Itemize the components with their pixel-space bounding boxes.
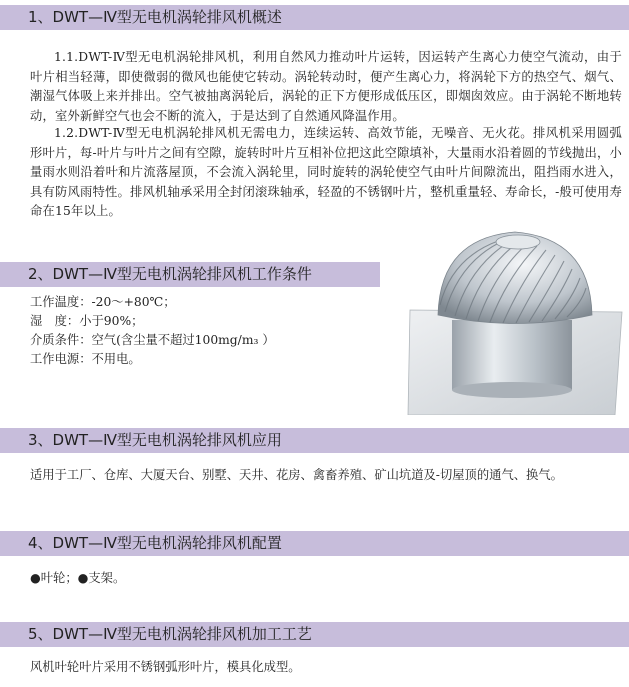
condition-label: 工作温度： [30,295,92,309]
condition-power [30,350,141,369]
process-text: 风机叶轮叶片采用不锈钢弧形叶片，模具化成型。 [30,660,301,674]
condition-label: 湿 度： [30,314,80,328]
turbine-ventilator-photo [400,220,625,415]
condition-value: 不用电。 [91,352,141,366]
section-title-overview: 1、DWT—Ⅳ型无电机涡轮排风机概述 [0,5,629,30]
section-title-application: 3、DWT—Ⅳ型无电机涡轮排风机应用 [0,428,629,453]
condition-value: 空气(含尘量不超过100mg/m₃ ） [91,333,275,347]
condition-value: 小于90%； [79,314,144,328]
application-text: 适用于工厂、仓库、大厦天台、别墅、天井、花房、禽畜养殖、矿山坑道及-切屋顶的通气、换气。 [30,468,563,482]
overview-paragraph-1: 1.1.DWT-Ⅳ型无电机涡轮排风机，利用自然风力推动叶片运转，因运转产生离心力使空气流动，由于叶片相当轻薄，即使微弱的微风也能使它转动。涡轮转动时，便产生离心力，将涡轮下方的热空气、烟气、潮湿气体吸上来并排出。空气被抽离涡轮后，涡轮的正下方便形成低压区，即烟囱效应。由于涡轮不断地转动，室外新鲜空气也会不断的流入，于是达到了自然通风降温作用。 [30,50,622,123]
section-title-conditions: 2、DWT—Ⅳ型无电机涡轮排风机工作条件 [0,262,380,287]
configuration-text: ●叶轮；●支架。 [30,571,126,585]
overview-paragraph-2: 1.2.DWT-Ⅳ型无电机涡轮排风机无需电力，连续运转、高效节能，无噪音、无火花。排风机采用圆弧形叶片，每-叶片与叶片之间有空隙，旋转时叶片互相补位把这此空隙填补，大量雨水沿着圆的节线抛出，小量雨水则沿着叶和片流落屋顶，不会流入涡轮里，同时旋转的涡轮使空气由叶片间隙流出，阻挡雨水进入，具有防风雨特性。排风机轴承采用全封闭滚珠轴承，轻盈的不锈钢叶片，整机重量轻、寿命长，-般可使用寿命在15年以上。 [30,126,622,218]
section-title-process: 5、DWT—Ⅳ型无电机涡轮排风机加工工艺 [0,622,629,647]
condition-humidity [30,312,143,331]
condition-label: 工作电源： [30,352,92,366]
section-title-configuration: 4、DWT—Ⅳ型无电机涡轮排风机配置 [0,531,629,556]
condition-temperature [30,293,176,312]
condition-medium [30,331,275,350]
condition-value: -20～+80℃； [91,295,176,309]
condition-label: 介质条件： [30,333,92,347]
